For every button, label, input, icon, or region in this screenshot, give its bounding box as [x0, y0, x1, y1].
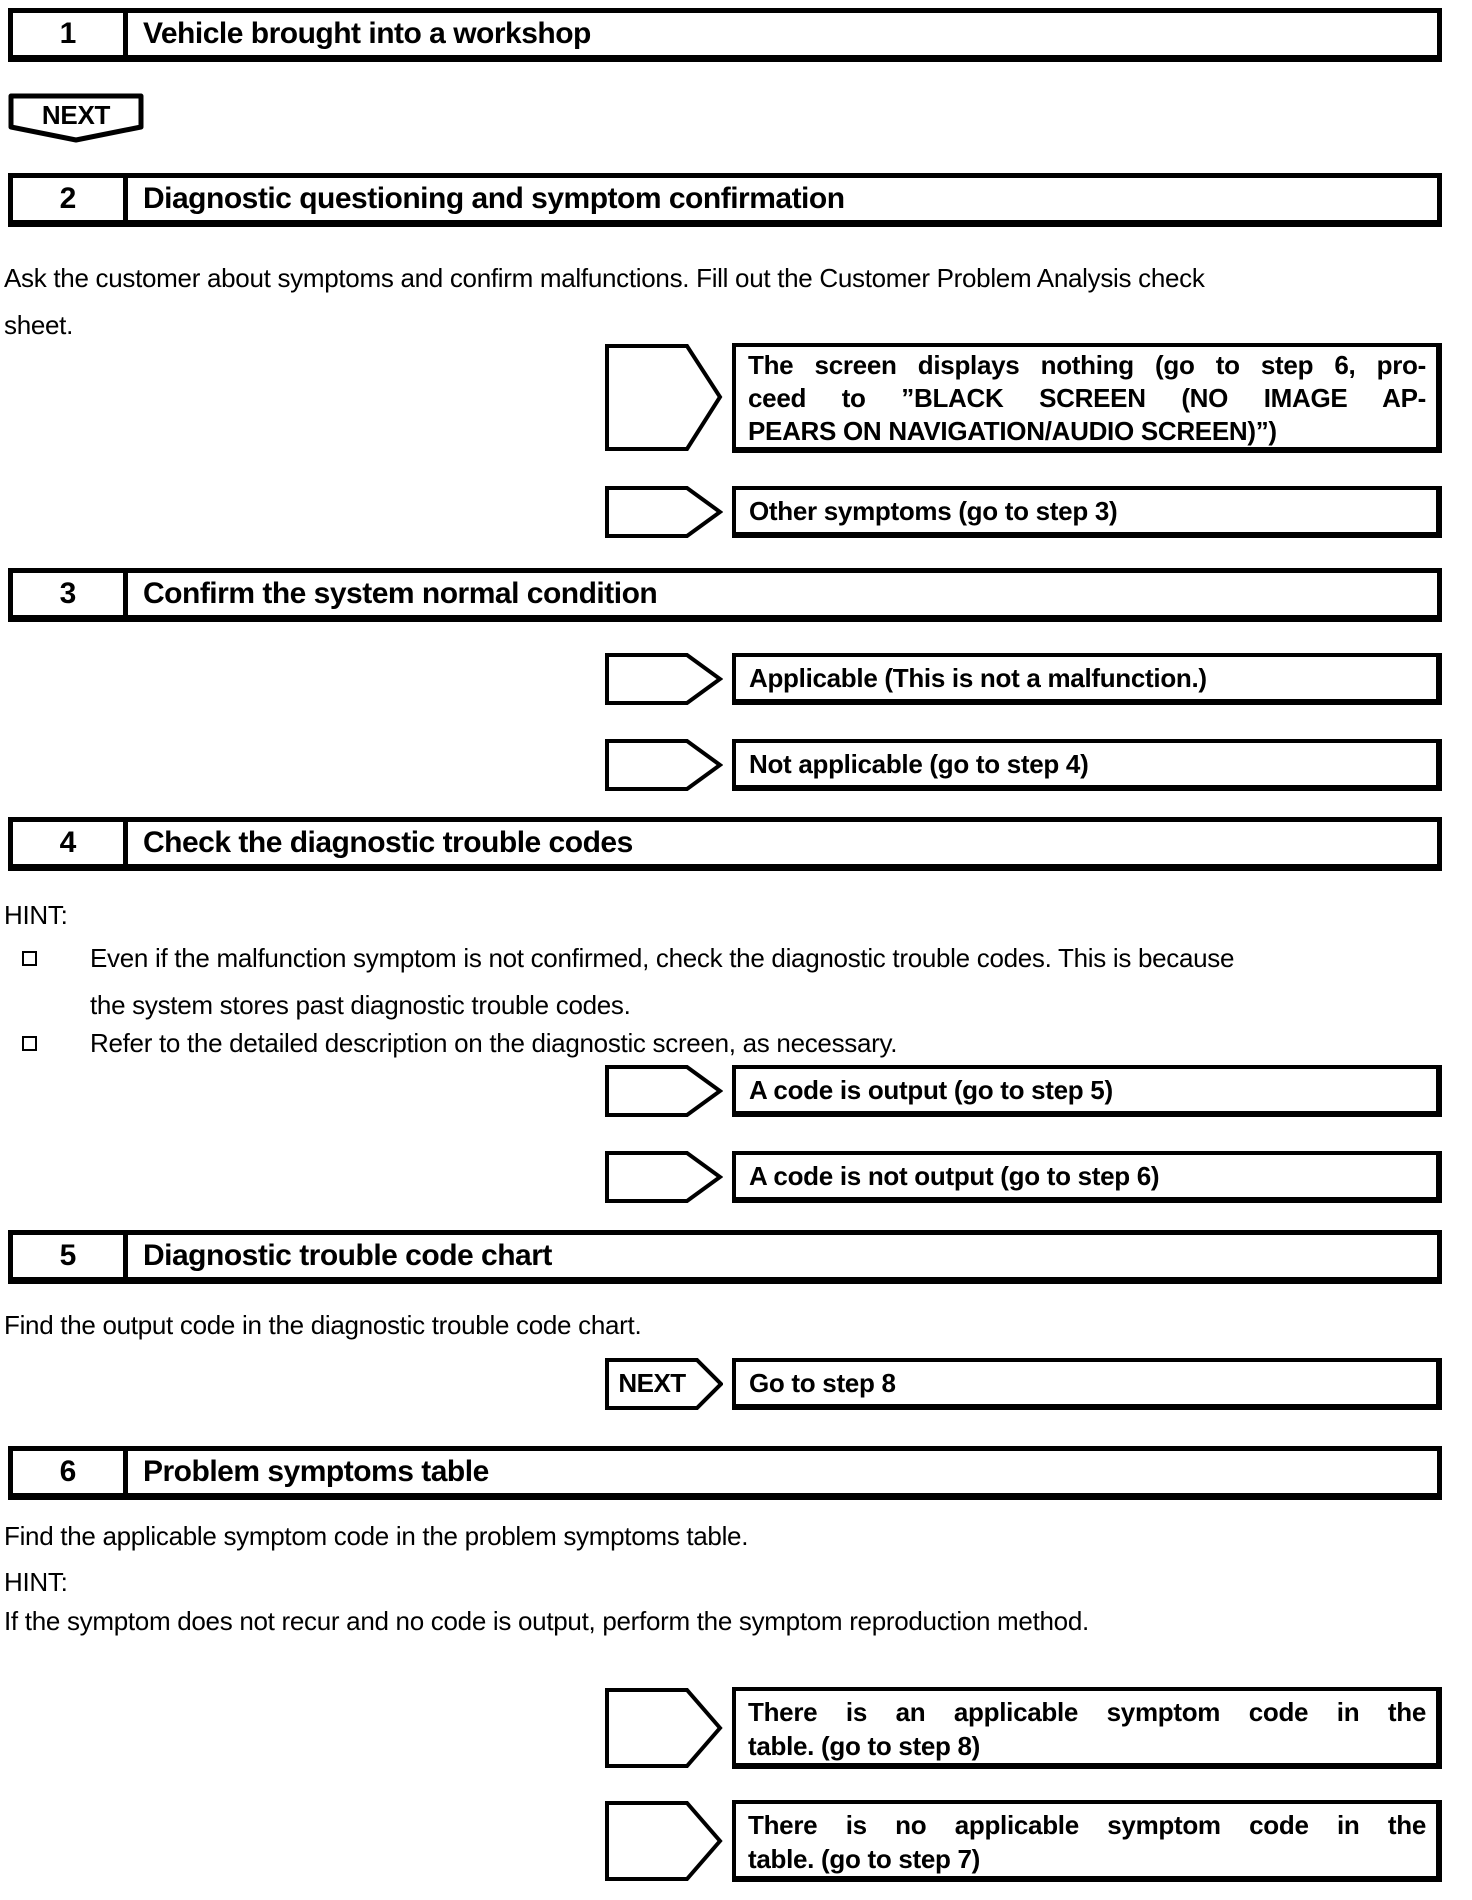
step-4-header — [8, 817, 1442, 871]
step-4-number: 4 — [13, 822, 128, 864]
hint-bullet-line: the system stores past diagnostic trouble codes. — [90, 990, 631, 1020]
step-1-title: Vehicle brought into a workshop — [143, 17, 591, 50]
outcome-line: There is no applicable symptom code in the — [748, 1810, 1426, 1840]
step-2-body-line: Ask the customer about symptoms and confirm malfunctions. Fill out the Customer Problem Analysis check — [4, 263, 1205, 293]
step-2-body-line: sheet. — [4, 310, 74, 340]
flow-arrow-icon — [605, 486, 723, 538]
hint-label: HINT: — [4, 900, 68, 930]
outcome-line: There is an applicable symptom code in the — [748, 1697, 1426, 1727]
hint-bullet-text — [90, 935, 1460, 1029]
next-label: NEXT — [618, 1368, 686, 1398]
hint-label: HINT: — [4, 1567, 68, 1597]
outcome-line: table. (go to step 8) — [748, 1731, 981, 1761]
hint-bullet-line: Even if the malfunction symptom is not confirmed, check the diagnostic trouble codes. This is because — [90, 943, 1235, 973]
outcome-line: The screen displays nothing (go to step 6, pro- — [748, 350, 1426, 380]
step-5-header — [8, 1230, 1442, 1284]
step-2-header — [8, 173, 1442, 227]
step-5-body: Find the output code in the diagnostic trouble code chart. — [4, 1310, 642, 1340]
outcome-line: ceed to ”BLACK SCREEN (NO IMAGE AP- — [748, 383, 1426, 413]
outcome-line: PEARS ON NAVIGATION/AUDIO SCREEN)”) — [748, 416, 1277, 446]
outcome-box-code-not-output: A code is not output (go to step 6) — [732, 1151, 1442, 1203]
outcome-box-go-to-step-8: Go to step 8 — [732, 1358, 1442, 1410]
step-3-header — [8, 568, 1442, 622]
outcome-box-applicable: Applicable (This is not a malfunction.) — [732, 653, 1442, 705]
flow-arrow-icon — [605, 739, 723, 791]
flow-arrow-icon — [605, 1801, 723, 1881]
flow-arrow-icon — [605, 1151, 723, 1203]
outcome-box-other-symptoms: Other symptoms (go to step 3) — [732, 486, 1442, 538]
outcome-box-no-symptom-code-in-table — [732, 1800, 1442, 1882]
hint-text: If the symptom does not recur and no code is output, perform the symptom reproduction method. — [4, 1606, 1089, 1636]
step-6-title: Problem symptoms table — [143, 1455, 489, 1488]
bullet-square-icon — [22, 951, 37, 966]
outcome-box-screen-displays-nothing — [732, 343, 1442, 453]
next-right-arrow — [605, 1358, 723, 1410]
flow-arrow-icon — [605, 1688, 723, 1768]
next-label: NEXT — [41, 100, 111, 130]
step-4-title: Check the diagnostic trouble codes — [143, 826, 633, 859]
step-1-header — [8, 8, 1442, 62]
next-down-arrow — [8, 93, 144, 143]
flow-arrow-icon — [605, 344, 723, 451]
step-3-title: Confirm the system normal condition — [143, 577, 658, 610]
flow-arrow-icon — [605, 1065, 723, 1117]
step-3-number: 3 — [13, 573, 128, 615]
bullet-square-icon — [22, 1036, 37, 1051]
hint-bullet-text: Refer to the detailed description on the diagnostic screen, as necessary. — [90, 1028, 898, 1058]
outcome-box-not-applicable: Not applicable (go to step 4) — [732, 739, 1442, 791]
step-6-number: 6 — [13, 1451, 128, 1493]
step-2-title: Diagnostic questioning and symptom confirmation — [143, 182, 845, 215]
step-5-number: 5 — [13, 1235, 128, 1277]
flow-arrow-icon — [605, 653, 723, 705]
step-1-number: 1 — [13, 13, 128, 55]
outcome-line: table. (go to step 7) — [748, 1844, 981, 1874]
step-2-number: 2 — [13, 178, 128, 220]
step-2-body — [4, 255, 1464, 349]
step-6-body: Find the applicable symptom code in the problem symptoms table. — [4, 1521, 749, 1551]
step-5-title: Diagnostic trouble code chart — [143, 1239, 552, 1272]
step-6-header — [8, 1446, 1442, 1500]
outcome-box-symptom-code-in-table — [732, 1687, 1442, 1769]
outcome-box-code-output: A code is output (go to step 5) — [732, 1065, 1442, 1117]
